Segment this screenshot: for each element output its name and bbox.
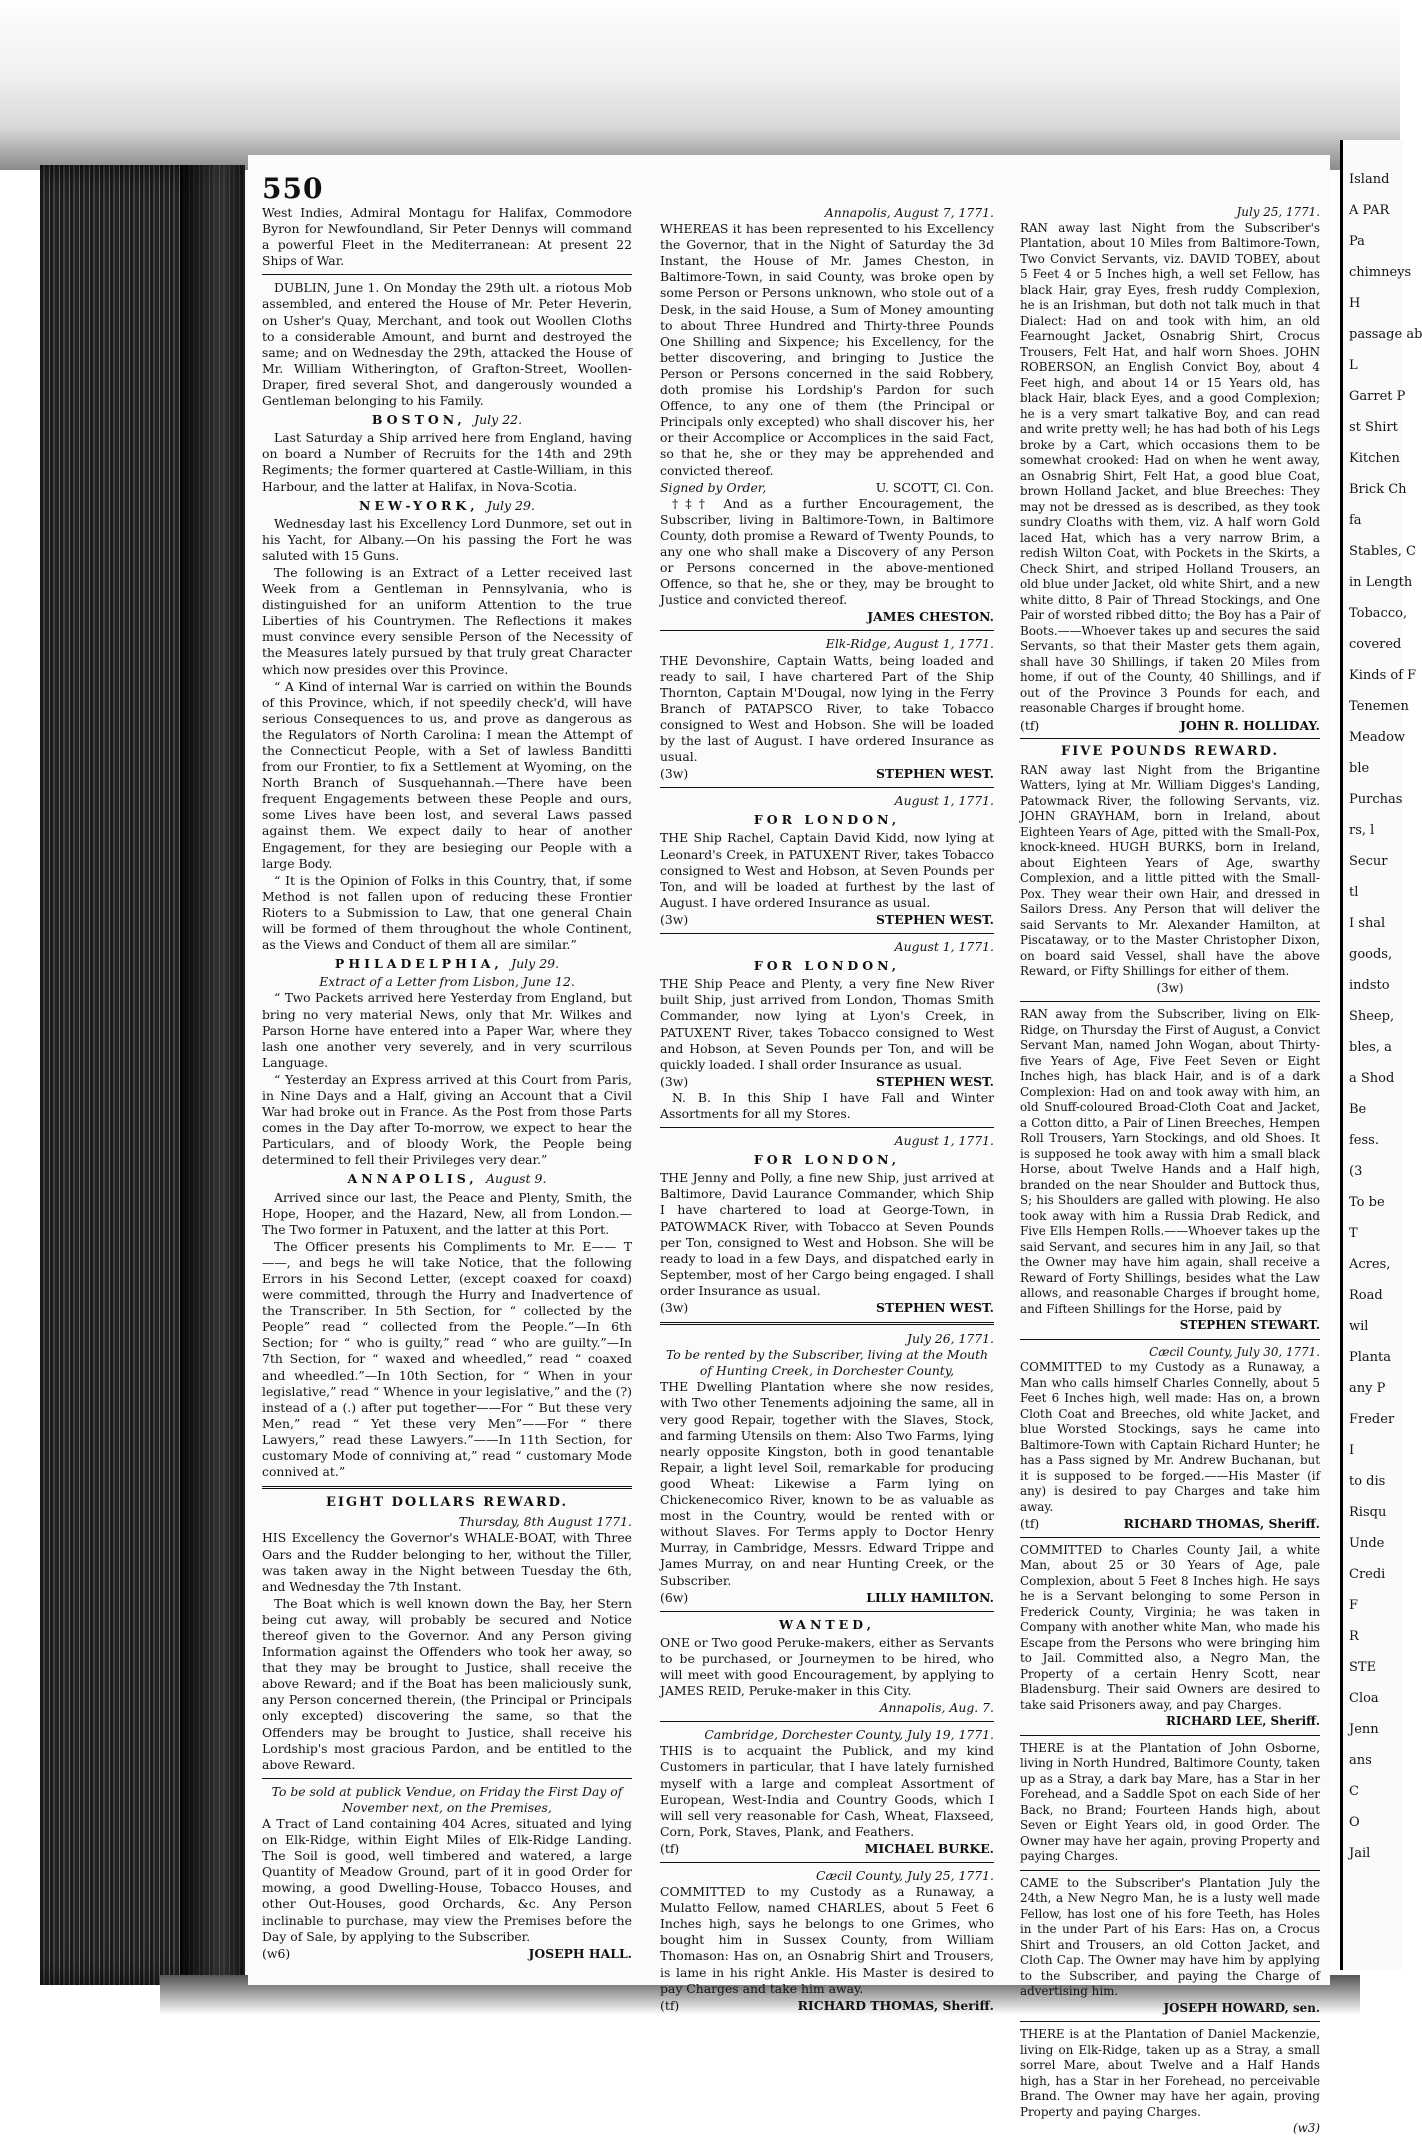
newyork-paragraph-2: The following is an Extract of a Letter received last Week from a Gentleman in Pennsylvania, who is distinguished for an uniform Attention to the true Liberties of his Countrymen. The Reflections it makes must convince every sensible Person of the Necessity of the Measures lately pursued by that truly great Character which now presides over this Province. <box>262 564 632 677</box>
reward-paragraph-2: The Boat which is well known down the Bay, her Stern being cut away, will probably be secured and Notice thereof given to the Governor. And any Person giving Information against the Offenders who took her away, so that they may be brought to Justice, shall receive the above Reward; and if the Boat has been maliciously sunk, any Person concerned therein, (the Principal or Principals only excepted) discovering the same, so that the Offenders may be brought to Justice, shall receive his Lordship's most gracious Pardon, and be entitled to the above Reward. <box>262 1595 632 1772</box>
peace-date: August 1, 1771. <box>894 939 994 955</box>
facing-page-line: Island <box>1349 172 1390 187</box>
facing-page-line: Road <box>1349 1288 1383 1303</box>
for-london-heading: FOR LONDON, <box>753 812 901 828</box>
devonshire-paragraph: THE Devonshire, Captain Watts, being loaded and ready to sail, I have chartered Part of the Ship Thornton, Captain M'Dougal, now lying in the Ferry Branch of PATAPSCO River, to take Tobacco consigned to West and Hobson. She will be loaded by the last of August. I have ordered Insurance as usual. <box>660 652 994 765</box>
holliday-date: July 25, 1771. <box>1236 205 1320 219</box>
facing-page-line: I shal <box>1349 916 1386 931</box>
howard-paragraph: CAME to the Subscriber's Plantation July the 24th, a New Negro Man, he is a lusty well made Fellow, has lost one of his fore Teeth, has Holes in the under Part of his Ears: Has on, a Crocus Shirt and Trousers, an old Cotton Jacket, and Cloth Cap. The Owner may have him by applying to the Subscriber, and paying the Charge of advertising him. <box>1020 1875 1320 1998</box>
rachel-date: August 1, 1771. <box>894 793 994 809</box>
holliday-signature-row: (tf) JOHN R. HOLLIDAY. <box>1020 717 1320 733</box>
facing-page-line: covered <box>1349 637 1402 652</box>
howard-signature: JOSEPH HOWARD, sen. <box>1163 2000 1320 2015</box>
facing-page-line: T <box>1349 1226 1358 1241</box>
facing-page-line: Purchas <box>1349 792 1403 807</box>
boston-paragraph: Last Saturday a Ship arrived here from England, having on board a Number of Recruits for the 14th and 29th Regiments; the former quartered at Castle-William, in this Harbour, and the latter at Halifax, in Nova-Scotia. <box>262 430 632 494</box>
facing-page-line: Garret P <box>1349 389 1406 404</box>
philadelphia-subhead: Extract of a Letter from Lisbon, June 12. <box>319 974 575 990</box>
newyork-paragraph-3: “ A Kind of internal War is carried on within the Bounds of this Province, which, if not speedily check'd, will have serious Consequences to us, and prove as dangerous as the Regulators of North Carolina: I mean the Attempt of the Connecticut People, with a Set of lawless Banditti from our Frontier, to fix a Settlement at Wyoming, on the North Branch of Susquehannah.—There have been frequent Engagements between these People and ours, some Lives have been lost, and several Laws passed against them. We expect daily to hear of another Engagement, for they are besieging our People with a large Body. <box>262 678 632 871</box>
holliday-paragraph: RAN away last Night from the Subscriber's Plantation, about 10 Miles from Baltimore-Town, Two Convict Servants, viz. DAVID TOBEY, about 5 Feet 4 or 5 Inches high, a well set Fellow, has black Hair, gray Eyes, fresh ruddy Complexion, he is an Irishman, but doth not talk much in that Dialect: Had on and took with him, an old Fearnought Jacket, Osnabrig Shirt, Crocus Trousers, Felt Hat, and half worn Shoes. JOHN ROBERSON, an English Convict Boy, about 4 Feet high, and about 14 or 15 Years old, has black Hair, black Eyes, and a good Complexion; he is a very smart talkative Boy, and can read and write pretty well; he has had both of his Legs broke by a Cart, which occasions them to be somewhat crooked: Had on when he went away, an Osnabrig Shirt, Felt Hat, a good blue Coat, brown Holland Jacket, and blue Breeches: They may not be dressed as is described, as they took sundry Cloaths with them, viz. A half worn Gold laced Hat, which has a very narrow Brim, a redish Wilton Coat, with Pockets in the Skirts, a Check Shirt, and striped Holland Trousers, an old blue under Jacket, old white Shirt, and a new white ditto, 8 Pair of Thread Stockings, and One Pair of worsted ribbed ditto; the Boy has a Pair of Boots.——Whoever takes up and secures the said Servants, so that their Master gets them again, shall have 30 Shillings, if taken 20 Miles from home, if out of the County, 40 Shillings, and if out of the Province 3 Pounds for each, and reasonable Charges if brought home. <box>1020 220 1320 715</box>
facing-page-line: Unde <box>1349 1536 1385 1551</box>
facing-page-line: Freder <box>1349 1412 1395 1427</box>
thomas-signature-row: (tf) RICHARD THOMAS, Sheriff. <box>1020 1516 1320 1531</box>
divider <box>1020 1735 1320 1736</box>
vendue-paragraph: A Tract of Land containing 404 Acres, situated and lying on Elk-Ridge, within Eight Miles of Elk-Ridge Landing. The Soil is good, well timbered and watered, a large Quantity of Meadow Ground, part of it in good Order for mowing, a good Dwelling-House, Tobacco Houses, and other Out-Houses, good Orchards, &c. Any Person inclinable to purchase, may view the Premises before the Day of Sale, by applying to the Subscriber. <box>262 1816 632 1944</box>
connelly-paragraph: COMMITTED to my Custody as a Runaway, a Man who calls himself Charles Connelly, about 5 Feet 6 Inches high, well made: Has on, a brown Cloth Coat and Breeches, old white Jacket, and blue Worsted Stockings, says he came into Baltimore-Town with Captain Richard Hunter; he has a Pass signed by Mr. Andrew Buchanan, but it is supposed to be forged.——His Master (if any) is desired to pay Charges and take him away. <box>1020 1360 1320 1514</box>
burke-signature-row: (tf) MICHAEL BURKE. <box>660 1840 994 1856</box>
west-signature-row: (3w) STEPHEN WEST. <box>660 766 994 782</box>
facing-page-line: Jail <box>1349 1846 1371 1861</box>
newyork-dateline: NEW-YORK, July 29. <box>359 497 535 513</box>
charles-date: Cæcil County, July 25, 1771. <box>815 1868 994 1883</box>
connelly-date: Cæcil County, July 30, 1771. <box>1149 1344 1320 1359</box>
column-2 <box>660 205 994 2014</box>
for-london-heading: FOR LONDON, <box>753 958 901 974</box>
facing-page-line: C <box>1349 1784 1359 1799</box>
divider <box>660 787 994 788</box>
annapolis-paragraph-2: The Officer presents his Compliments to Mr. E—— T——, and begs he will take Notice, that the following Errors in his Second Letter, (except coaxed for coaxd) were committed, through the Hurry and Inadvertence of the Transcriber. In 5th Section, for “ collected by the People” read “ collected from the People.”—In 6th Section; for “ who is guilty,” read “ who are guilty.”—In 7th Section, for “ waxed and wheedled,” read “ coaxed and wheedled.”—In 10th Section, for “ When in your legislative,” read “ Whence in your legislative,” and the (?) instead of a (.) after put together——For “ But these very Men,” read “ Yet these very Men”——For “ there Lawyers,” read these Lawyers.”——In 11th Section, for customary Mode of conniving at,” read “ customary Mode connived at.” <box>262 1238 632 1480</box>
reward-heading: EIGHT DOLLARS REWARD. <box>326 1495 568 1511</box>
intro-paragraph: West Indies, Admiral Montagu for Halifax, Commodore Byron for Newfoundland, Sir Peter Dennys will command a powerful Fleet in the Mediterranean: At present 22 Ships of War. <box>262 205 632 269</box>
philadelphia-paragraph-2: “ Yesterday an Express arrived at this Court from Paris, in Nine Days and a Half, giving an Account that a Civil War had broke out in France. As the Post from those Parts comes in the Day after To-morrow, we expect to hear the Particulars, and of bloody Work, the People being determined to fell their Privileges very dear.” <box>262 1071 632 1168</box>
facing-page-line: goods, <box>1349 947 1393 962</box>
facing-page-line: Tobacco, <box>1349 606 1408 621</box>
peace-nb: N. B. In this Ship I have Fall and Winter Assortments for all my Stores. <box>660 1089 994 1121</box>
facing-page-line: Cloa <box>1349 1691 1379 1706</box>
five-pounds-paragraph: RAN away last Night from the Brigantine Watters, lying at Mr. William Digges's Landing, Patowmack River, the following Servants, viz. JOHN GRAYHAM, born in Ireland, about Eighteen Years of Age, pitted with the Small-Pox, knock-kneed. HUGH BURKS, born in Ireland, about Eighteen Years of Age, swarthy Complexion, and a little pitted with the Small-Pox. They wear their own Hair, and dressed in Sailors Dress. Any Person that will deliver the said Servants to Mr. Alexander Hamilton, at Piscataway, or to the Master Christopher Dixon, on board said Vessel, shall have the above Reward, or Fifty Shillings for either of them. <box>1020 762 1320 978</box>
wanted-heading: WANTED, <box>779 1616 875 1632</box>
five-pounds-heading: FIVE POUNDS REWARD. <box>1060 744 1280 759</box>
boston-dateline: BOSTON, July 22. <box>371 412 523 428</box>
reward-paragraph-1: HIS Excellency the Governor's WHALE-BOAT, with Three Oars and the Rudder belonging to her, without the Tiller, was taken away in the Night between Tuesday the 6th, and Wednesday the 7th Instant. <box>262 1530 632 1594</box>
divider <box>660 1862 994 1863</box>
divider <box>1020 1339 1320 1340</box>
annapolis-paragraph-1: Arrived since our last, the Peace and Plenty, Smith, the Hope, Hooper, and the Hazard, New, all from London.—The Two former in Patuxent, and the latter at this Port. <box>262 1189 632 1237</box>
annapolis-dateline: ANNAPOLIS, August 9. <box>347 1171 547 1187</box>
facing-page-line: to dis <box>1349 1474 1386 1489</box>
facing-page-line: in Length <box>1349 575 1413 590</box>
column-1 <box>262 205 632 1962</box>
facing-page-line: Secur <box>1349 854 1388 869</box>
divider <box>1020 2021 1320 2022</box>
facing-page-line: chimneys <box>1349 265 1412 280</box>
facing-page-line: fess. <box>1349 1133 1379 1148</box>
divider <box>262 1778 632 1779</box>
wanted-paragraph: ONE or Two good Peruke-makers, either as Servants to be purchased, or Journeymen to be hired, who will meet with good Encouragement, by applying to JAMES REID, Peruke-maker in this City. <box>660 1634 994 1699</box>
facing-page-line: Be <box>1349 1102 1367 1117</box>
philadelphia-paragraph-1: “ Two Packets arrived here Yesterday from England, but bring no very material News, only that Mr. Wilkes and Parson Horne have entered into a Paper War, where they lash one another very severely, and in very scurrilous Language. <box>262 990 632 1070</box>
facing-page-line: STE <box>1349 1660 1377 1675</box>
divider <box>1020 1537 1320 1538</box>
facing-page-line: Stables, C <box>1349 544 1416 559</box>
facing-page-line: a Shod <box>1349 1071 1395 1086</box>
facing-page-line: wil <box>1349 1319 1369 1334</box>
facing-page-line: Brick Ch <box>1349 482 1407 497</box>
facing-page-line: Risqu <box>1349 1505 1387 1520</box>
charles-paragraph: COMMITTED to my Custody as a Runaway, a Mulatto Fellow, named CHARLES, about 5 Feet 6 Inches high, says he belongs to one Grimes, who bought him in Sussex County, from William Thomason: Has on, an Osnabrig Shirt and Trousers, is lame in his right Ankle. His Master is desired to pay Charges and take him away. <box>660 1884 994 1996</box>
dublin-paragraph: DUBLIN, June 1. On Monday the 29th ult. a riotous Mob assembled, and entered the House of Mr. Peter Heverin, on Usher's Quay, Merchant, and took out Woollen Cloths to a considerable Amount, and burnt and destroyed the same; and on Wednesday the 29th, attacked the House of Mr. William Witherington, of Grafton-Street, Woollen-Draper, fired several Shot, and dangerously wounded a Gentleman belonging to his Family. <box>262 280 632 409</box>
vendue-signature-row: (w6) JOSEPH HALL. <box>262 1945 632 1961</box>
facing-page-line: L <box>1349 358 1358 373</box>
thomas-signature-row: (tf) RICHARD THOMAS, Sheriff. <box>660 1997 994 2013</box>
lee-signature: RICHARD LEE, Sheriff. <box>1166 1714 1320 1728</box>
facing-page-line: bles, a <box>1349 1040 1392 1055</box>
divider <box>1020 738 1320 739</box>
for-london-heading: FOR LONDON, <box>753 1152 901 1168</box>
facing-page-line: passage ab <box>1349 327 1422 342</box>
divider <box>660 1721 994 1722</box>
facing-page-line: tl <box>1349 885 1359 900</box>
mackenzie-code: (w3) <box>1292 2121 1320 2135</box>
facing-page-line: Sheep, <box>1349 1009 1395 1024</box>
rent-heading: To be rented by the Subscriber, living at the Mouth of Hunting Creek, in Dorchester County, <box>665 1347 989 1379</box>
divider <box>262 1486 632 1489</box>
divider <box>660 1611 994 1612</box>
divider <box>262 274 632 275</box>
facing-page-line: ble <box>1349 761 1370 776</box>
osborne-paragraph: THERE is at the Plantation of John Osborne, living in North Hundred, Baltimore County, taken up as a Stray, a dark bay Mare, has a Star in her Forehead, and a Saddle Spot on each Side of her Back, no Brand; Fourteen Hands high, about Seven or Eight Years old, in good Order. The Owner may have her again, proving Property and paying Charges. <box>1020 1740 1320 1863</box>
facing-page-line: ans <box>1349 1753 1372 1768</box>
stewart-paragraph: RAN away from the Subscriber, living on Elk-Ridge, on Thursday the First of August, a Convict Servant Man, named John Wogan, about Thirty-five Years of Age, Five Feet Seven or Eight Inches high, has black Hair, and is of a dark Complexion: Had on and took away with him, an old Snuff-coloured Broad-Cloth Coat and Jacket, a Cotton ditto, a Pair of Linen Breeches, Hempen Roll Trousers, Yarn Stockings, and old Shoes. It is supposed he took away with him a small black Horse, about Twelve Hands and a Half high, branded on the near Shoulder and Buttock thus, S; his Shoulders are galled with plowing. He also took away with him a Russia Drab Redick, and Five Ells Hempen Rolls.——Whoever takes up the said Servant, and secures him in any Jail, so that the Owner may have him again, shall receive a Reward of Forty Shillings, besides what the Law allows, and reasonable Charges if brought home, and Fifteen Shillings for the Horse, paid by <box>1020 1007 1320 1316</box>
facing-page-line: st Shirt <box>1349 420 1398 435</box>
facing-page-line: Jenn <box>1349 1722 1379 1737</box>
rent-date: July 26, 1771. <box>907 1331 994 1347</box>
newyork-paragraph-1: Wednesday last his Excellency Lord Dunmore, set out in his Yacht, for Albany.—On his passing the Fort he was saluted with 15 Guns. <box>262 515 632 563</box>
column-3 <box>1020 205 1320 2137</box>
facing-page-line: (3 <box>1349 1164 1363 1179</box>
spine-shadow <box>180 165 250 1985</box>
divider <box>660 1127 994 1128</box>
facing-page-line: Kitchen <box>1349 451 1400 466</box>
facing-page-line: To be <box>1349 1195 1385 1210</box>
divider <box>1020 1001 1320 1002</box>
facing-page-line: rs, l <box>1349 823 1375 838</box>
facing-page-line: Pa <box>1349 234 1365 249</box>
cheston-date: Annapolis, August 7, 1771. <box>824 205 994 220</box>
jenny-paragraph: THE Jenny and Polly, a fine new Ship, just arrived at Baltimore, David Laurance Commander, which Ship I have chartered to load at George-Town, in PATOWMACK River, with Tobacco at Seven Pounds per Ton, consigned to West and Hobson. She will be ready to load in a few Days, and dispatched early in September, most of her Cargo being engaged. I shall order Insurance as usual. <box>660 1170 994 1298</box>
facing-page-line: H <box>1349 296 1361 311</box>
devonshire-date: Elk-Ridge, August 1, 1771. <box>825 636 994 652</box>
burke-paragraph: THIS is to acquaint the Publick, and my kind Customers in particular, that I have lately furnished myself with a large and compleat Assortment of European, West-India and Country Goods, which I will sell very reasonable for Cash, Wheat, Flaxseed, Corn, Pork, Staves, Plank, and Feathers. <box>660 1743 994 1839</box>
facing-page-line: A PAR <box>1349 203 1390 218</box>
stewart-signature: STEPHEN STEWART. <box>1179 1318 1320 1332</box>
burke-date: Cambridge, Dorchester County, July 19, 1771. <box>704 1727 994 1743</box>
facing-page-line: R <box>1349 1629 1359 1644</box>
rent-paragraph: THE Dwelling Plantation where she now resides, with Two other Tenements adjoining the same, all in very good Repair, together with the Slaves, Stock, and farming Utensils on them: Also Two Farms, lying nearly opposite Kingston, both in good tenantable Repair, a light level Soil, remarkable for producing good Wheat: Likewise a Farm lying on Chickenecomico River, known to be as valuable as most in the Country, would be rented with or without Slaves. For Terms apply to Doctor Henry Murray, in Cambridge, Messrs. Edward Trippe and James Murray, on and near Hunting Creek, or the Subscriber. <box>660 1379 994 1588</box>
facing-page-line: I <box>1349 1443 1355 1458</box>
facing-page-line: Credi <box>1349 1567 1386 1582</box>
newspaper-page <box>248 155 1330 2135</box>
reward-date: Thursday, 8th August 1771. <box>458 1514 632 1530</box>
west-signature-row: (3w) STEPHEN WEST. <box>660 1073 994 1089</box>
facing-page-lines <box>1343 140 1422 1863</box>
divider <box>660 1322 994 1325</box>
facing-page-fragment <box>1340 140 1422 1970</box>
west-signature-row: (3w) STEPHEN WEST. <box>660 911 994 927</box>
mackenzie-paragraph: THERE is at the Plantation of Daniel Mackenzie, living on Elk-Ridge, taken up as a Stray, a small sorrel Mare, about Twelve and a Half Hands high, has a Star in her Forehead, no perceivable Brand. The Owner may have her again, proving Property and paying Charges. <box>1020 2027 1320 2119</box>
hamilton-signature-row: (6w) LILLY HAMILTON. <box>660 1589 994 1605</box>
facing-page-line: Kinds of F <box>1349 668 1417 683</box>
jenny-date: August 1, 1771. <box>894 1133 994 1149</box>
facing-page-line: Tenemen <box>1349 699 1409 714</box>
divider <box>660 630 994 631</box>
divider <box>660 933 994 934</box>
five-pounds-code: (3w) <box>1156 980 1184 995</box>
cheston-paragraph-1: WHEREAS it has been represented to his Excellency the Governor, that in the Night of Saturday the 3d Instant, the House of Mr. James Cheston, in Baltimore-Town, in said County, was broke open by some Person or Persons unknown, who stole out of a Desk, in the said House, a Sum of Money amounting to about Three Hundred and Thirty-three Pounds One Shilling and Sixpence; his Excellency, for the better discovering, and bringing to Justice the Person or Persons concerned in the said Robbery, doth promise his Lordship's Pardon for such Offence, to any one of them (the Principal or Principals only excepted) who shall discover his, her or their Accomplice or Accomplices in the said Fact, so that he, she or they may be apprehended and convicted thereof. <box>660 221 994 478</box>
page-number: 550 <box>262 172 324 205</box>
cheston-paragraph-2: †‡† And as a further Encouragement, the Subscriber, living in Baltimore-Town, in Baltimore County, doth promise a Reward of Twenty Pounds, to any one who shall make a Discovery of any Person or Persons concerned in the above-mentioned Offence, so that he, she or they, may be brought to Justice and convicted thereof. <box>660 495 994 608</box>
facing-page-line: any P <box>1349 1381 1386 1396</box>
lee-paragraph: COMMITTED to Charles County Jail, a white Man, about 25 or 30 Years of Age, pale Complexion, about 5 Feet 8 Inches high. He says he is a Servant belonging to some Person in Frederick County, Virginia; he was taken in Company with another white Man, who made his Escape from the Persons who were bringing him to Jail. Committed also, a Negro Man, the Property of a certain Henry Scott, near Bladensburg. Their said Owners are desired to take said Prisoners away, and pay Charges. <box>1020 1542 1320 1712</box>
rachel-paragraph: THE Ship Rachel, Captain David Kidd, now lying at Leonard's Creek, in PATUXENT River, takes Tobacco consigned to West and Hobson, at Seven Pounds per Ton, and will be loaded at furthest by the last of August. I have ordered Insurance as usual. <box>660 830 994 910</box>
philadelphia-dateline: PHILADELPHIA, July 29. <box>334 956 560 972</box>
facing-page-line: indsto <box>1349 978 1390 993</box>
wanted-date: Annapolis, Aug. 7. <box>879 1700 994 1716</box>
facing-page-line: F <box>1349 1598 1359 1613</box>
cheston-order-row: Signed by Order, U. SCOTT, Cl. Con. <box>660 479 994 495</box>
scan-top-background <box>0 0 1400 170</box>
divider <box>1020 1870 1320 1871</box>
facing-page-line: Acres, <box>1349 1257 1391 1272</box>
facing-page-line: Meadow <box>1349 730 1406 745</box>
west-signature-row: (3w) STEPHEN WEST. <box>660 1300 994 1315</box>
peace-paragraph: THE Ship Peace and Plenty, a very fine New River built Ship, just arrived from London, Thomas Smith Commander, now lying at Lyon's Creek, in PATUXENT River, takes Tobacco consigned to West and Hobson, at Seven Pounds per Ton, and will be quickly loaded. I shall order Insurance as usual. <box>660 976 994 1072</box>
newyork-paragraph-4: “ It is the Opinion of Folks in this Country, that, if some Method is not fallen upon of reducing these Frontier Rioters to a Submission to Law, that one general Chain will be formed of them throughout the whole Continent, as the Views and Conduct of them all are similar.” <box>262 872 632 953</box>
cheston-signature: JAMES CHESTON. <box>867 609 994 625</box>
facing-page-line: fa <box>1349 513 1362 528</box>
vendue-heading: To be sold at publick Vendue, on Friday the First Day of November next, on the Premises, <box>271 1783 623 1815</box>
facing-page-line: Planta <box>1349 1350 1392 1365</box>
facing-page-line: O <box>1349 1815 1360 1830</box>
